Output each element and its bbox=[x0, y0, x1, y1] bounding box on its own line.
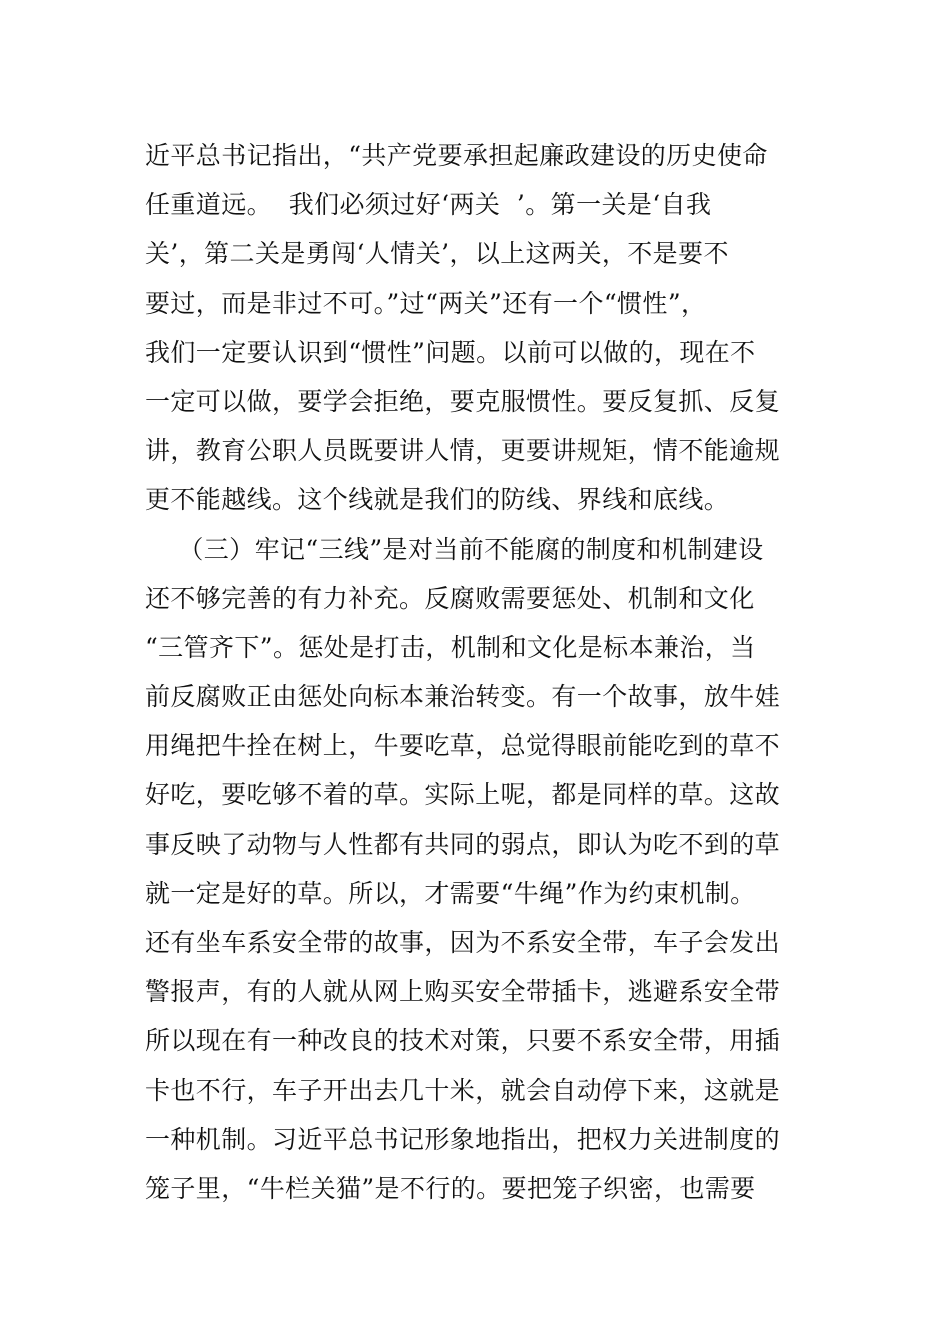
text-line: 笼子里，“牛栏关猫”是不行的。要把笼子织密，也需要 bbox=[145, 1173, 756, 1203]
text-line: 就一定是好的草。所以，才需要“牛绳”作为约束机制。 bbox=[145, 878, 756, 908]
text-line: 任重道远。 我们必须过好‘两关 ’。第一关是‘自我 bbox=[145, 190, 712, 220]
text-line: 卡也不行，车子开出去几十米，就会自动停下来，这就是 bbox=[145, 1075, 781, 1105]
text-line: 关’，第二关是勇闯‘人情关’，以上这两关，不是要不 bbox=[145, 239, 729, 269]
text-line: 事反映了动物与人性都有共同的弱点，即认为吃不到的草 bbox=[145, 829, 781, 859]
text-line: （三）牢记“三线”是对当前不能腐的制度和机制建设 bbox=[145, 534, 764, 564]
text-line: 我们一定要认识到“惯性”问题。以前可以做的，现在不 bbox=[145, 337, 756, 367]
text-line: 要过，而是非过不可。”过“两关”还有一个“惯性”， bbox=[145, 288, 707, 318]
text-line: “三管齐下”。惩处是打击，机制和文化是标本兼治，当 bbox=[145, 632, 756, 662]
text-line: 一种机制。习近平总书记形象地指出，把权力关进制度的 bbox=[145, 1124, 781, 1154]
text-line: 近平总书记指出，“共产党要承担起廉政建设的历史使命 bbox=[145, 141, 768, 170]
body-text bbox=[145, 131, 810, 1213]
text-line: 用绳把牛拴在树上，牛要吃草，总觉得眼前能吃到的草不 bbox=[145, 731, 781, 761]
text-line: 还不够完善的有力补充。反腐败需要惩处、机制和文化 bbox=[145, 583, 755, 613]
text-line: 所以现在有一种改良的技术对策，只要不系安全带，用插 bbox=[145, 1026, 781, 1056]
text-line: 讲，教育公职人员既要讲人情，更要讲规矩，情不能逾规 bbox=[145, 436, 781, 466]
text-line: 前反腐败正由惩处向标本兼治转变。有一个故事，放牛娃 bbox=[145, 682, 781, 712]
text-line: 好吃，要吃够不着的草。实际上呢，都是同样的草。这故 bbox=[145, 780, 781, 810]
text-line: 还有坐车系安全带的故事，因为不系安全带，车子会发出 bbox=[145, 928, 781, 957]
text-line: 警报声，有的人就从网上购买安全带插卡，逃避系安全带 bbox=[145, 977, 781, 1007]
text-line: 一定可以做，要学会拒绝，要克服惯性。要反复抓、反复 bbox=[145, 386, 781, 416]
text-line: 更不能越线。这个线就是我们的防线、界线和底线。 bbox=[145, 485, 730, 515]
